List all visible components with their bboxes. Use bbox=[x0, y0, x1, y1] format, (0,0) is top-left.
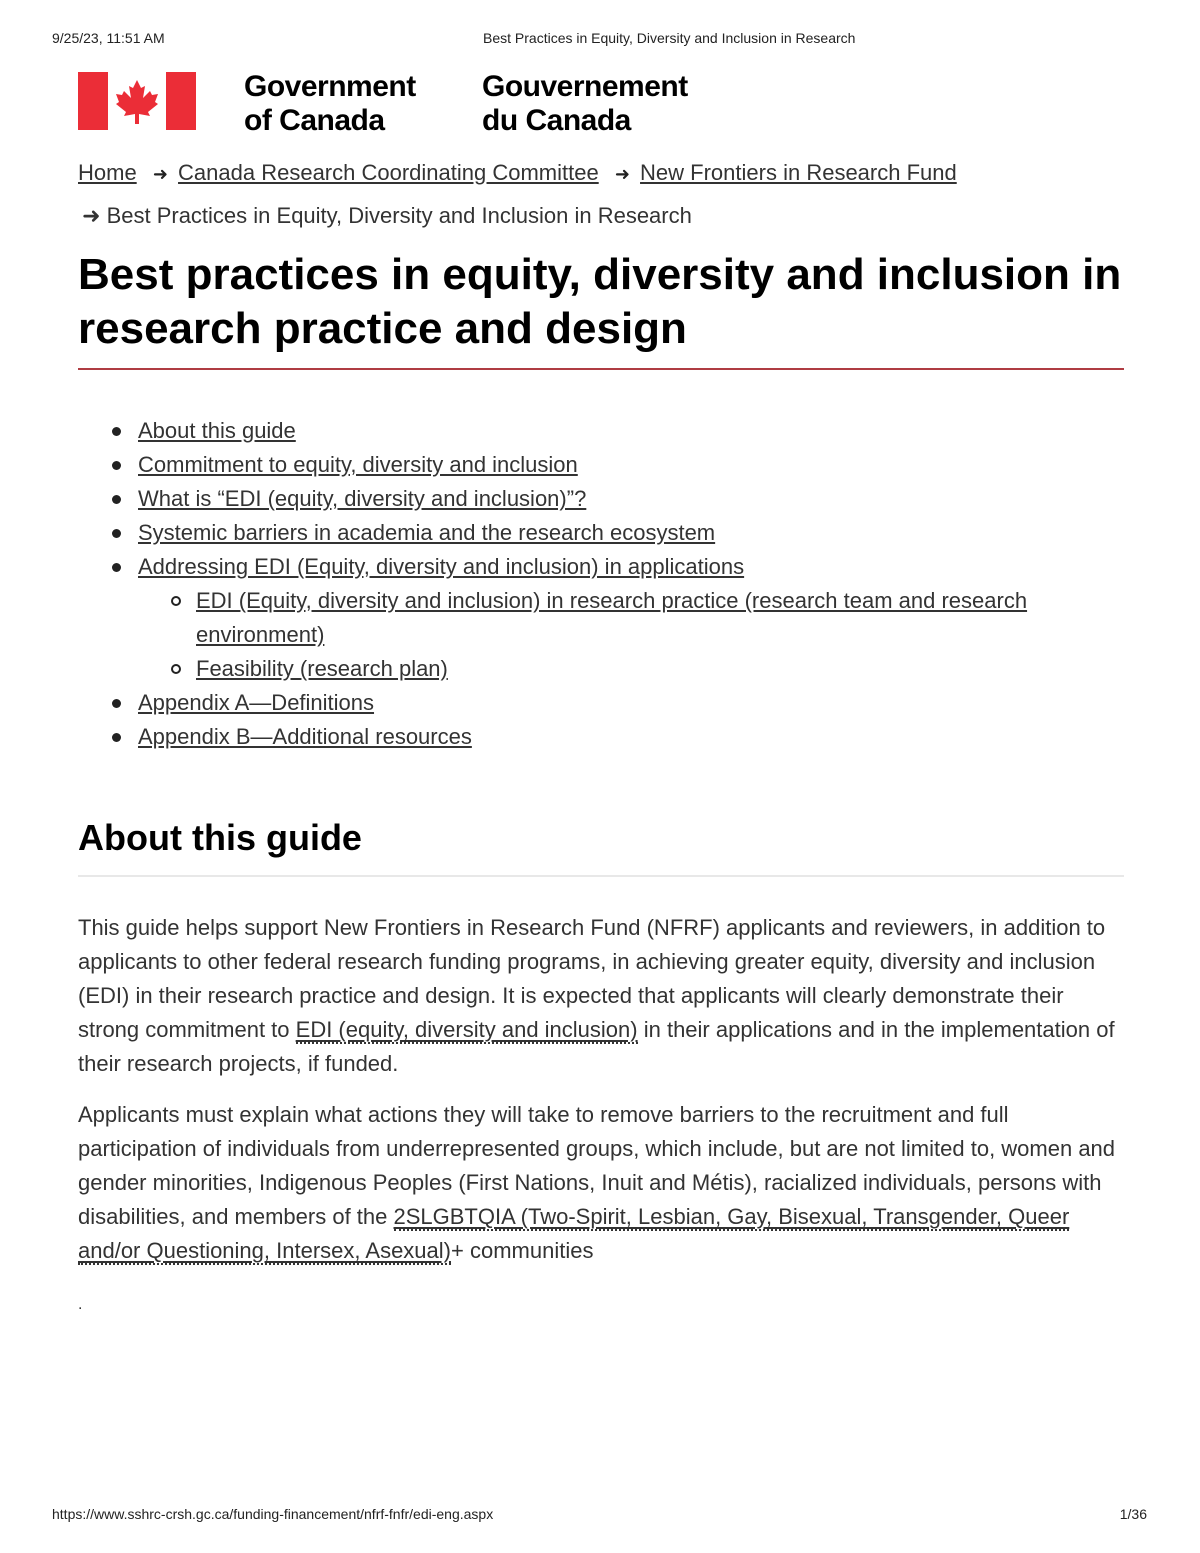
edi-definition-link[interactable]: EDI (equity, diversity and inclusion) bbox=[295, 1017, 638, 1042]
section-divider bbox=[78, 875, 1124, 877]
toc-link-feasibility[interactable]: Feasibility (research plan) bbox=[196, 656, 448, 681]
about-paragraph-2: Applicants must explain what actions they will take to remove barriers to the recruitment and full participation of individuals from underrepresented groups, which include, but are not limited to, women and gender minorities, Indigenous Peoples (First Nations, Inuit and Métis), racialized individuals, persons with disabilities, and members of the 2SLGBTQIA (Two-Spirit, Lesbian, Gay, Bisexual, Transgender, Queer and/or Questioning, Intersex, Asexual)+ communities bbox=[78, 1102, 1116, 1263]
toc-item bbox=[78, 550, 1124, 584]
toc-item bbox=[78, 686, 1124, 720]
toc-link-about[interactable]: About this guide bbox=[138, 418, 296, 443]
table-of-contents bbox=[78, 414, 1124, 754]
toc-link-appendix-a[interactable]: Appendix A—Definitions bbox=[138, 690, 375, 715]
title-divider bbox=[78, 368, 1124, 370]
toc-item bbox=[78, 516, 1124, 550]
print-datetime: 9/25/23, 11:51 AM bbox=[52, 30, 165, 46]
toc-item bbox=[78, 414, 1124, 448]
toc-link-systemic-barriers[interactable]: Systemic barriers in academia and the research ecosystem bbox=[138, 520, 716, 545]
toc-link-appendix-b[interactable]: Appendix B—Additional resources bbox=[138, 724, 472, 749]
breadcrumb-item-home bbox=[78, 152, 137, 194]
breadcrumb-link[interactable]: Home bbox=[78, 160, 137, 185]
arrow-right-icon: ➜ bbox=[152, 164, 168, 184]
breadcrumb-item-crcc bbox=[153, 152, 599, 195]
toc-item bbox=[78, 720, 1124, 754]
about-paragraph-1: This guide helps support New Frontiers in Research Fund (NFRF) applicants and reviewers, in addition to applicants to other federal research funding programs, in achieving greater equity, diversity and inclusion (EDI) in their research practice and design. It is expected that applicants will clearly demonstrate their strong commitment to EDI (equity, diversity and inclusion) in their applications and in the implementation of their research projects, if funded. bbox=[78, 915, 1115, 1076]
government-signature[interactable] bbox=[78, 70, 718, 137]
2slgbtqia-definition-link[interactable]: 2SLGBTQIA (Two-Spirit, Lesbian, Gay, Bisexual, Transgender, Queer and/or Questioning, Intersex, Asexual) bbox=[78, 1204, 1070, 1263]
toc-subitem bbox=[78, 584, 1124, 652]
toc-subitem bbox=[78, 652, 1124, 686]
breadcrumb-current-label: Best Practices in Equity, Diversity and Inclusion in Research bbox=[106, 203, 692, 228]
government-of-canada-wordmark: Government of Canada bbox=[244, 70, 416, 137]
breadcrumb bbox=[78, 152, 1124, 237]
print-page-number: 1/36 bbox=[1119, 1506, 1147, 1522]
toc-item bbox=[78, 448, 1124, 482]
gouvernement-du-canada-wordmark: Gouvernement du Canada bbox=[482, 70, 688, 137]
print-page-title: Best Practices in Equity, Diversity and Inclusion in Research bbox=[483, 30, 856, 46]
breadcrumb-link[interactable]: New Frontiers in Research Fund bbox=[640, 160, 957, 185]
section-title: About this guide bbox=[78, 817, 362, 858]
breadcrumb-item-nfrf bbox=[615, 152, 957, 195]
canada-flag-icon bbox=[78, 72, 196, 130]
about-paragraph-3: . bbox=[78, 1296, 83, 1313]
breadcrumb-link[interactable]: Canada Research Coordinating Committee bbox=[178, 160, 599, 185]
page-title: Best practices in equity, diversity and inclusion in research practice and design bbox=[78, 250, 1122, 353]
arrow-right-icon: ➜ bbox=[614, 164, 630, 184]
arrow-right-icon: ➜ bbox=[82, 203, 101, 228]
print-url: https://www.sshrc-crsh.gc.ca/funding-financement/nfrf-fnfr/edi-eng.aspx bbox=[52, 1506, 494, 1522]
breadcrumb-current bbox=[82, 195, 1124, 237]
toc-link-addressing-edi[interactable]: Addressing EDI (Equity, diversity and inclusion) in applications bbox=[138, 554, 745, 579]
toc-link-what-is-edi[interactable]: What is “EDI (equity, diversity and inclusion)”? bbox=[138, 486, 587, 511]
toc-item bbox=[78, 482, 1124, 516]
print-footer bbox=[0, 1506, 1200, 1524]
toc-link-research-practice[interactable]: EDI (Equity, diversity and inclusion) in research practice (research team and research environment) bbox=[196, 588, 1028, 647]
toc-link-commitment[interactable]: Commitment to equity, diversity and inclusion bbox=[138, 452, 578, 477]
print-header bbox=[0, 30, 1200, 48]
